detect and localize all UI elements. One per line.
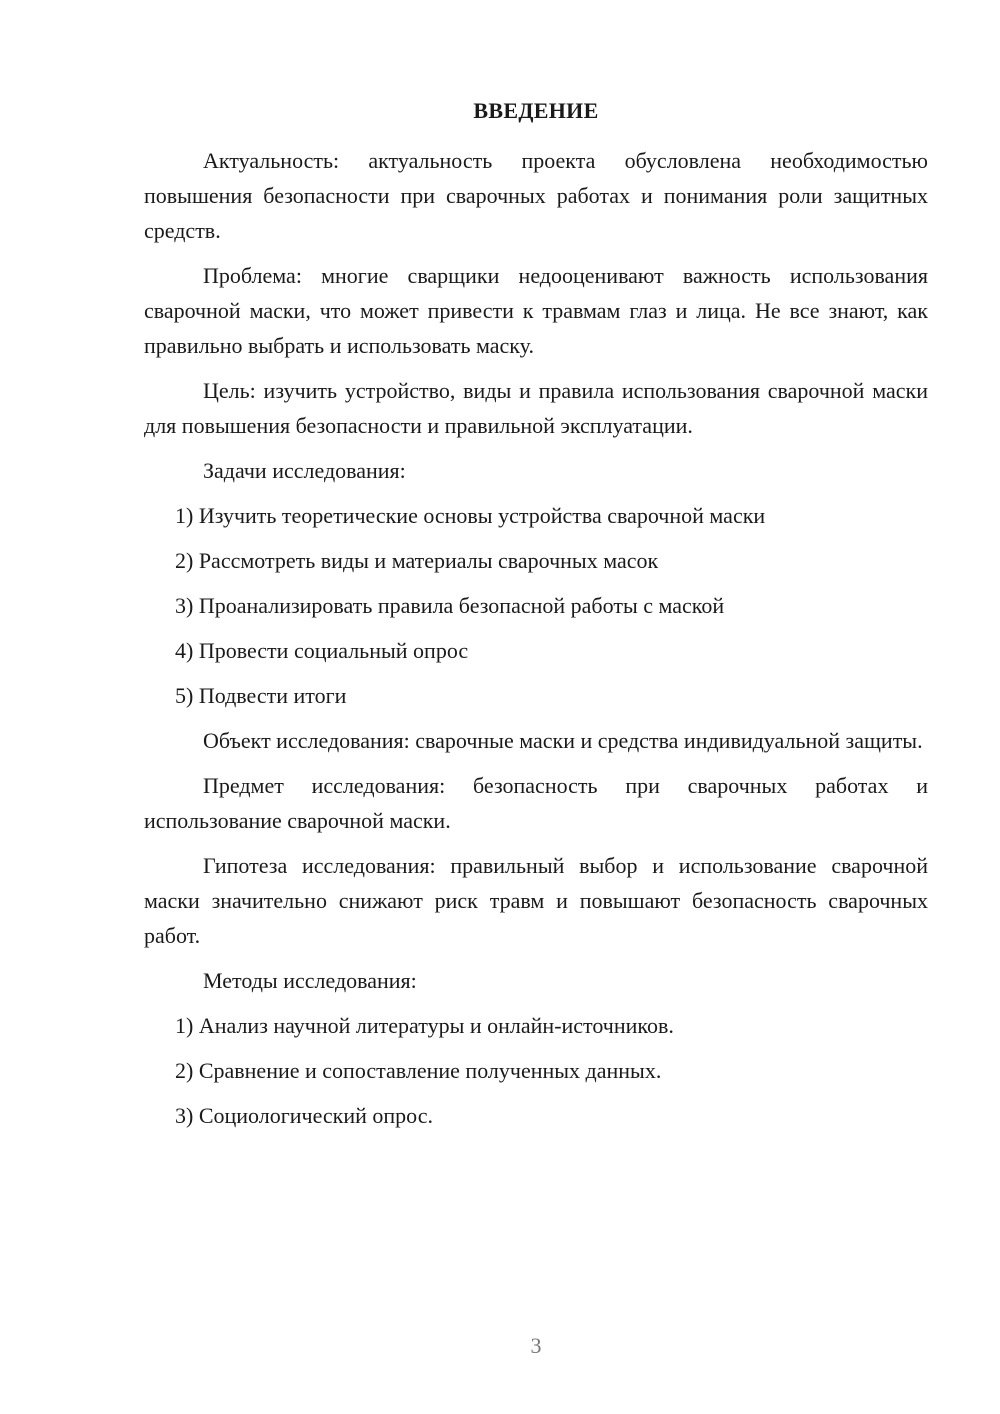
tasks-heading: Задачи исследования: <box>203 458 406 483</box>
object-paragraph: Объект исследования: сварочные маски и средства индивидуальной защиты. <box>203 728 923 753</box>
task-item: 1) Изучить теоретические основы устройства сварочной маски <box>175 503 766 528</box>
method-item: 2) Сравнение и сопоставление полученных данных. <box>175 1058 662 1083</box>
method-item: 1) Анализ научной литературы и онлайн-источников. <box>175 1013 674 1038</box>
method-item: 3) Социологический опрос. <box>175 1103 433 1128</box>
relevance-paragraph: Актуальность: актуальность проекта обусловлена необходимостью повышения безопасности при сварочных работах и понимания роли защитных средств. <box>144 148 928 243</box>
task-item: 4) Провести социальный опрос <box>175 638 469 663</box>
problem-paragraph: Проблема: многие сварщики недооценивают важность использования сварочной маски, что может привести к травмам глаз и лица. Не все знают, как правильно выбрать и использовать маску. <box>144 263 928 358</box>
document-body <box>144 143 928 1143</box>
tasks-list <box>144 498 928 713</box>
methods-heading: Методы исследования: <box>203 968 417 993</box>
task-item: 5) Подвести итоги <box>175 683 347 708</box>
page-title: ВВЕДЕНИЕ <box>473 98 599 123</box>
subject-paragraph: Предмет исследования: безопасность при сварочных работах и использование сварочной маски. <box>144 773 928 833</box>
goal-paragraph: Цель: изучить устройство, виды и правила использования сварочной маски для повышения безопасности и правильной эксплуатации. <box>144 378 928 438</box>
task-item: 3) Проанализировать правила безопасной работы с маской <box>175 593 725 618</box>
task-item: 2) Рассмотреть виды и материалы сварочных масок <box>175 548 659 573</box>
page-number: 3 <box>530 1333 542 1358</box>
hypothesis-paragraph: Гипотеза исследования: правильный выбор и использование сварочной маски значительно снижают риск травм и повышают безопасность сварочных работ. <box>144 853 928 948</box>
methods-list <box>144 1008 928 1133</box>
